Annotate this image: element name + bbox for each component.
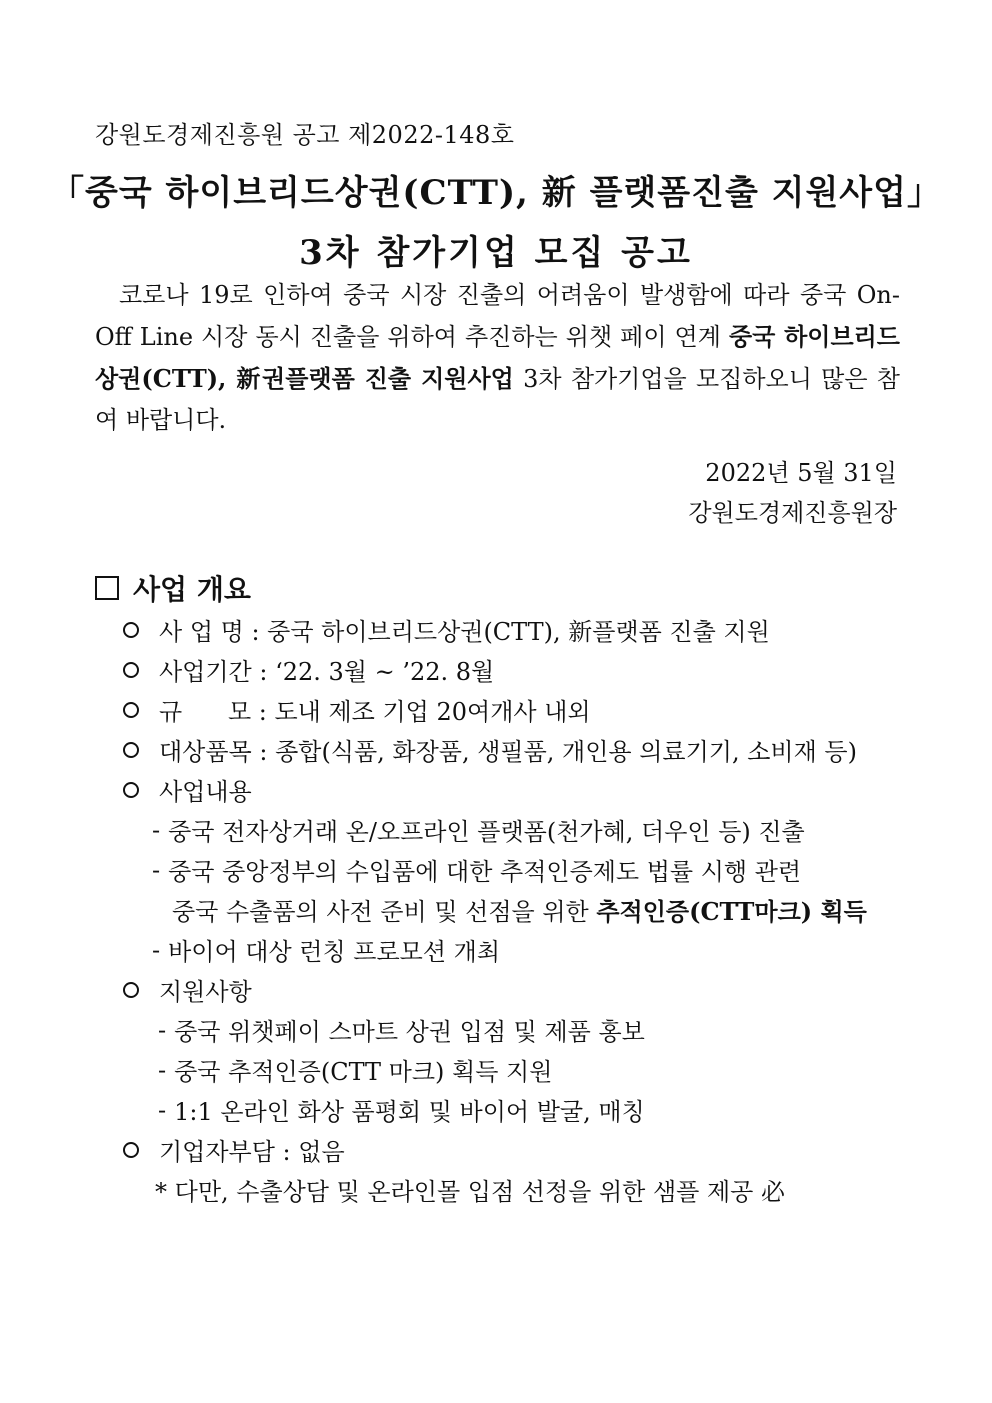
item-bold-text: 추적인증(CTT마크) 획득 (596, 897, 867, 926)
circle-bullet-icon (123, 1142, 139, 1158)
circle-bullet-icon (123, 782, 139, 798)
content-item-1 (152, 812, 805, 847)
support-item-3 (158, 1092, 645, 1127)
content-item-3 (152, 932, 500, 967)
item-text: 중국 위챗페이 스마트 상권 입점 및 제품 홍보 (174, 1018, 645, 1046)
circle-bullet-icon (123, 702, 139, 718)
item-text: 바이어 대상 런칭 프로모션 개최 (168, 938, 501, 966)
item-text: 중국 중앙정부의 수입품에 대한 추적인증제도 법률 시행 관련 (168, 858, 802, 886)
item-text: 1:1 온라인 화상 품평회 및 바이어 발굴, 매칭 (174, 1098, 645, 1126)
section-heading (95, 568, 251, 608)
item-period (123, 652, 494, 687)
support-item-1 (158, 1012, 645, 1047)
intro-text-1: 코로나 19로 인하여 중국 시장 진출의 어려움이 발생함에 따라 중국 On-Off Line 시장 동시 진출을 위하여 추진하는 위챗 페이 연계 (95, 281, 900, 351)
title-line-2: 3차 참가기업 모집 공고 (299, 233, 693, 273)
item-burden (123, 1132, 345, 1167)
item-text: 중국 전자상거래 온/오프라인 플랫폼(천가혜, 더우인 등) 진출 (168, 818, 805, 846)
item-text: 규 모 : 도내 제조 기업 20여개사 내외 (159, 698, 591, 726)
item-scale (123, 692, 591, 727)
square-bullet-icon (95, 576, 119, 600)
intro-paragraph (95, 275, 900, 441)
item-support-heading (123, 972, 252, 1007)
content-item-2 (152, 852, 801, 887)
circle-bullet-icon (123, 742, 139, 758)
item-text: 대상품목 : 종합(식품, 화장품, 생필품, 개인용 의료기기, 소비재 등) (159, 738, 857, 766)
item-text: 사업내용 (159, 778, 252, 806)
dash-bullet: - (158, 1095, 167, 1124)
item-text: 중국 추적인증(CTT 마크) 획득 지원 (174, 1058, 553, 1086)
item-text: 중국 수출품의 사전 준비 및 선점을 위한 (172, 898, 597, 926)
signer: 강원도경제진흥원장 (688, 499, 897, 527)
item-business-name (123, 612, 770, 647)
item-text: 사 업 명 : 중국 하이브리드상권(CTT), 新플랫폼 진출 지원 (159, 618, 770, 646)
item-products (123, 732, 857, 767)
intro-bold-text: 중국 하이브리드상권(CTT), 新권플랫폼 진출 지원사업 (95, 322, 900, 393)
dash-bullet: - (158, 1015, 167, 1044)
title-line-1: 「중국 하이브리드상권(CTT), 新 플랫폼진출 지원사업」 (50, 173, 942, 213)
item-content-heading (123, 772, 252, 807)
circle-bullet-icon (123, 622, 139, 638)
circle-bullet-icon (123, 662, 139, 678)
circle-bullet-icon (123, 982, 139, 998)
item-text: 기업자부담 : 없음 (159, 1138, 345, 1166)
dash-bullet: - (152, 855, 161, 884)
section-title: 사업 개요 (133, 573, 251, 606)
notice-number: 강원도경제진흥원 공고 제2022-148호 (95, 121, 515, 149)
dash-bullet: - (152, 815, 161, 844)
dash-bullet: - (158, 1055, 167, 1084)
item-text: 사업기간 : ‘22. 3월 ~ ’22. 8월 (159, 658, 495, 686)
support-item-2 (158, 1052, 552, 1087)
item-text: 지원사항 (159, 978, 252, 1006)
dash-bullet: - (152, 935, 161, 964)
burden-note (155, 1172, 785, 1207)
issue-date: 2022년 5월 31일 (705, 459, 897, 487)
intro-text-2: 3차 참가기업을 모집하오니 많은 참여 바랍니다. (95, 365, 900, 434)
content-item-2-cont (172, 892, 867, 927)
item-text: * 다만, 수출상담 및 온라인몰 입점 선정을 위한 샘플 제공 必 (155, 1178, 785, 1206)
